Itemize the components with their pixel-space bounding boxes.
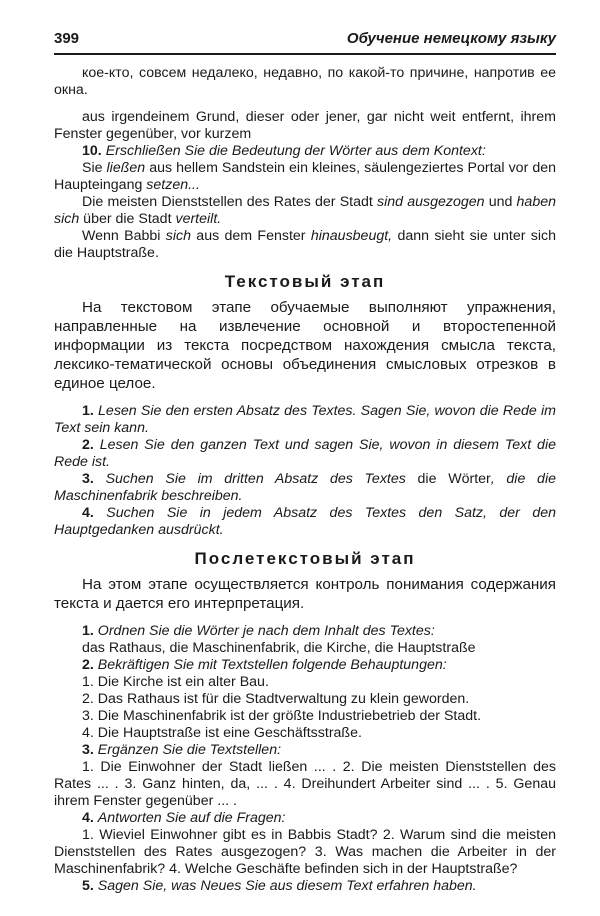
post-stage-intro: На этом этапе осуществляется контроль понимания содержания текста и дается его интерпретация. — [54, 576, 556, 612]
task-10-sentence-3: Wenn Babbi sich aus dem Fenster hinausbeugt, dann sieht sie unter sich die Hauptstraße. — [54, 228, 556, 261]
section-title-text-stage: Текстовый этап — [224, 272, 386, 291]
page-header — [54, 30, 556, 51]
header-rule — [54, 53, 556, 55]
post-task-1-heading: 1. Ordnen Sie die Wörter je nach dem Inhalt des Textes: — [82, 623, 435, 639]
post-task-2-line: 1. Die Kirche ist ein alter Bau. — [82, 674, 269, 690]
text-stage-item-1: 1. Lesen Sie den ersten Absatz des Textes. Sagen Sie, wovon die Rede im Text sein kann. — [54, 403, 556, 436]
text-stage-item-3: 3. Suchen Sie im dritten Absatz des Textes die Wörter, die die Maschinenfabrik beschreiben. — [54, 471, 556, 504]
running-title: Обучение немецкому языку — [346, 30, 556, 47]
post-task-2-line: 2. Das Rathaus ist für die Stadtverwaltung zu klein geworden. — [82, 691, 470, 707]
task-10-heading: 10. Erschließen Sie die Bedeutung der Wörter aus dem Kontext: — [82, 143, 486, 159]
post-task-2-heading: 2. Bekräftigen Sie mit Textstellen folgende Behauptungen: — [82, 657, 447, 673]
task-10-sentence-1: Sie ließen aus hellem Sandstein ein kleines, säulengeziertes Portal vor den Haupteingang setzen... — [54, 160, 556, 193]
post-task-4-heading: 4. Antworten Sie auf die Fragen: — [82, 810, 286, 826]
text-stage-item-4: 4. Suchen Sie in jedem Absatz des Textes den Satz, der den Hauptgedanken ausdrückt. — [54, 505, 556, 538]
russian-word-list: кое-кто, совсем недалеко, недавно, по какой-то причине, напротив ее окна. — [54, 65, 556, 98]
section-title-post-stage: Послетекстовый этап — [194, 549, 416, 568]
post-task-1-body: das Rathaus, die Maschinenfabrik, die Kirche, die Hauptstraße — [82, 640, 476, 656]
post-task-3-heading: 3. Ergänzen Sie die Textstellen: — [82, 742, 282, 758]
page-number: 399 — [54, 30, 80, 47]
german-word-list: aus irgendeinem Grund, dieser oder jener, gar nicht weit entfernt, ihrem Fenster gegenüber, vor kurzem — [54, 109, 556, 142]
post-task-4-body: 1. Wieviel Einwohner gibt es in Babbis Stadt? 2. Warum sind die meisten Dienststellen des Rates ausgezogen? 3. Was machen die Arbeiter in der Maschinenfabrik? 4. Welche Geschäfte befinden sich in der Hauptstraße? — [54, 827, 556, 877]
post-task-2-line: 4. Die Hauptstraße ist eine Geschäftsstraße. — [82, 725, 362, 741]
post-task-3-body: 1. Die Einwohner der Stadt ließen ... . 2. Die meisten Dienststellen des Rates ... . 3. Ganz hinten, da, ... . 4. Dreihundert Arbeiter sind ... . 5. Genau ihrem Fenster gegenüber ... . — [54, 759, 556, 809]
post-task-2-line: 3. Die Maschinenfabrik ist der größte Industriebetrieb der Stadt. — [82, 708, 482, 724]
post-task-5-heading: 5. Sagen Sie, was Neues Sie aus diesem Text erfahren haben. — [82, 878, 477, 894]
text-stage-item-2: 2. Lesen Sie den ganzen Text und sagen Sie, wovon in diesem Text die Rede ist. — [54, 437, 556, 470]
task-10-sentence-2: Die meisten Dienststellen des Rates der Stadt sind ausgezogen und haben sich über die Stadt verteilt. — [54, 194, 556, 227]
text-stage-intro: На текстовом этапе обучаемые выполняют упражнения, направленные на извлечение основной и второстепенной информации из текста посредством нахождения смысла текста, лексико-тематической основы объединения смысловых отрезков в единое целое. — [54, 299, 556, 392]
